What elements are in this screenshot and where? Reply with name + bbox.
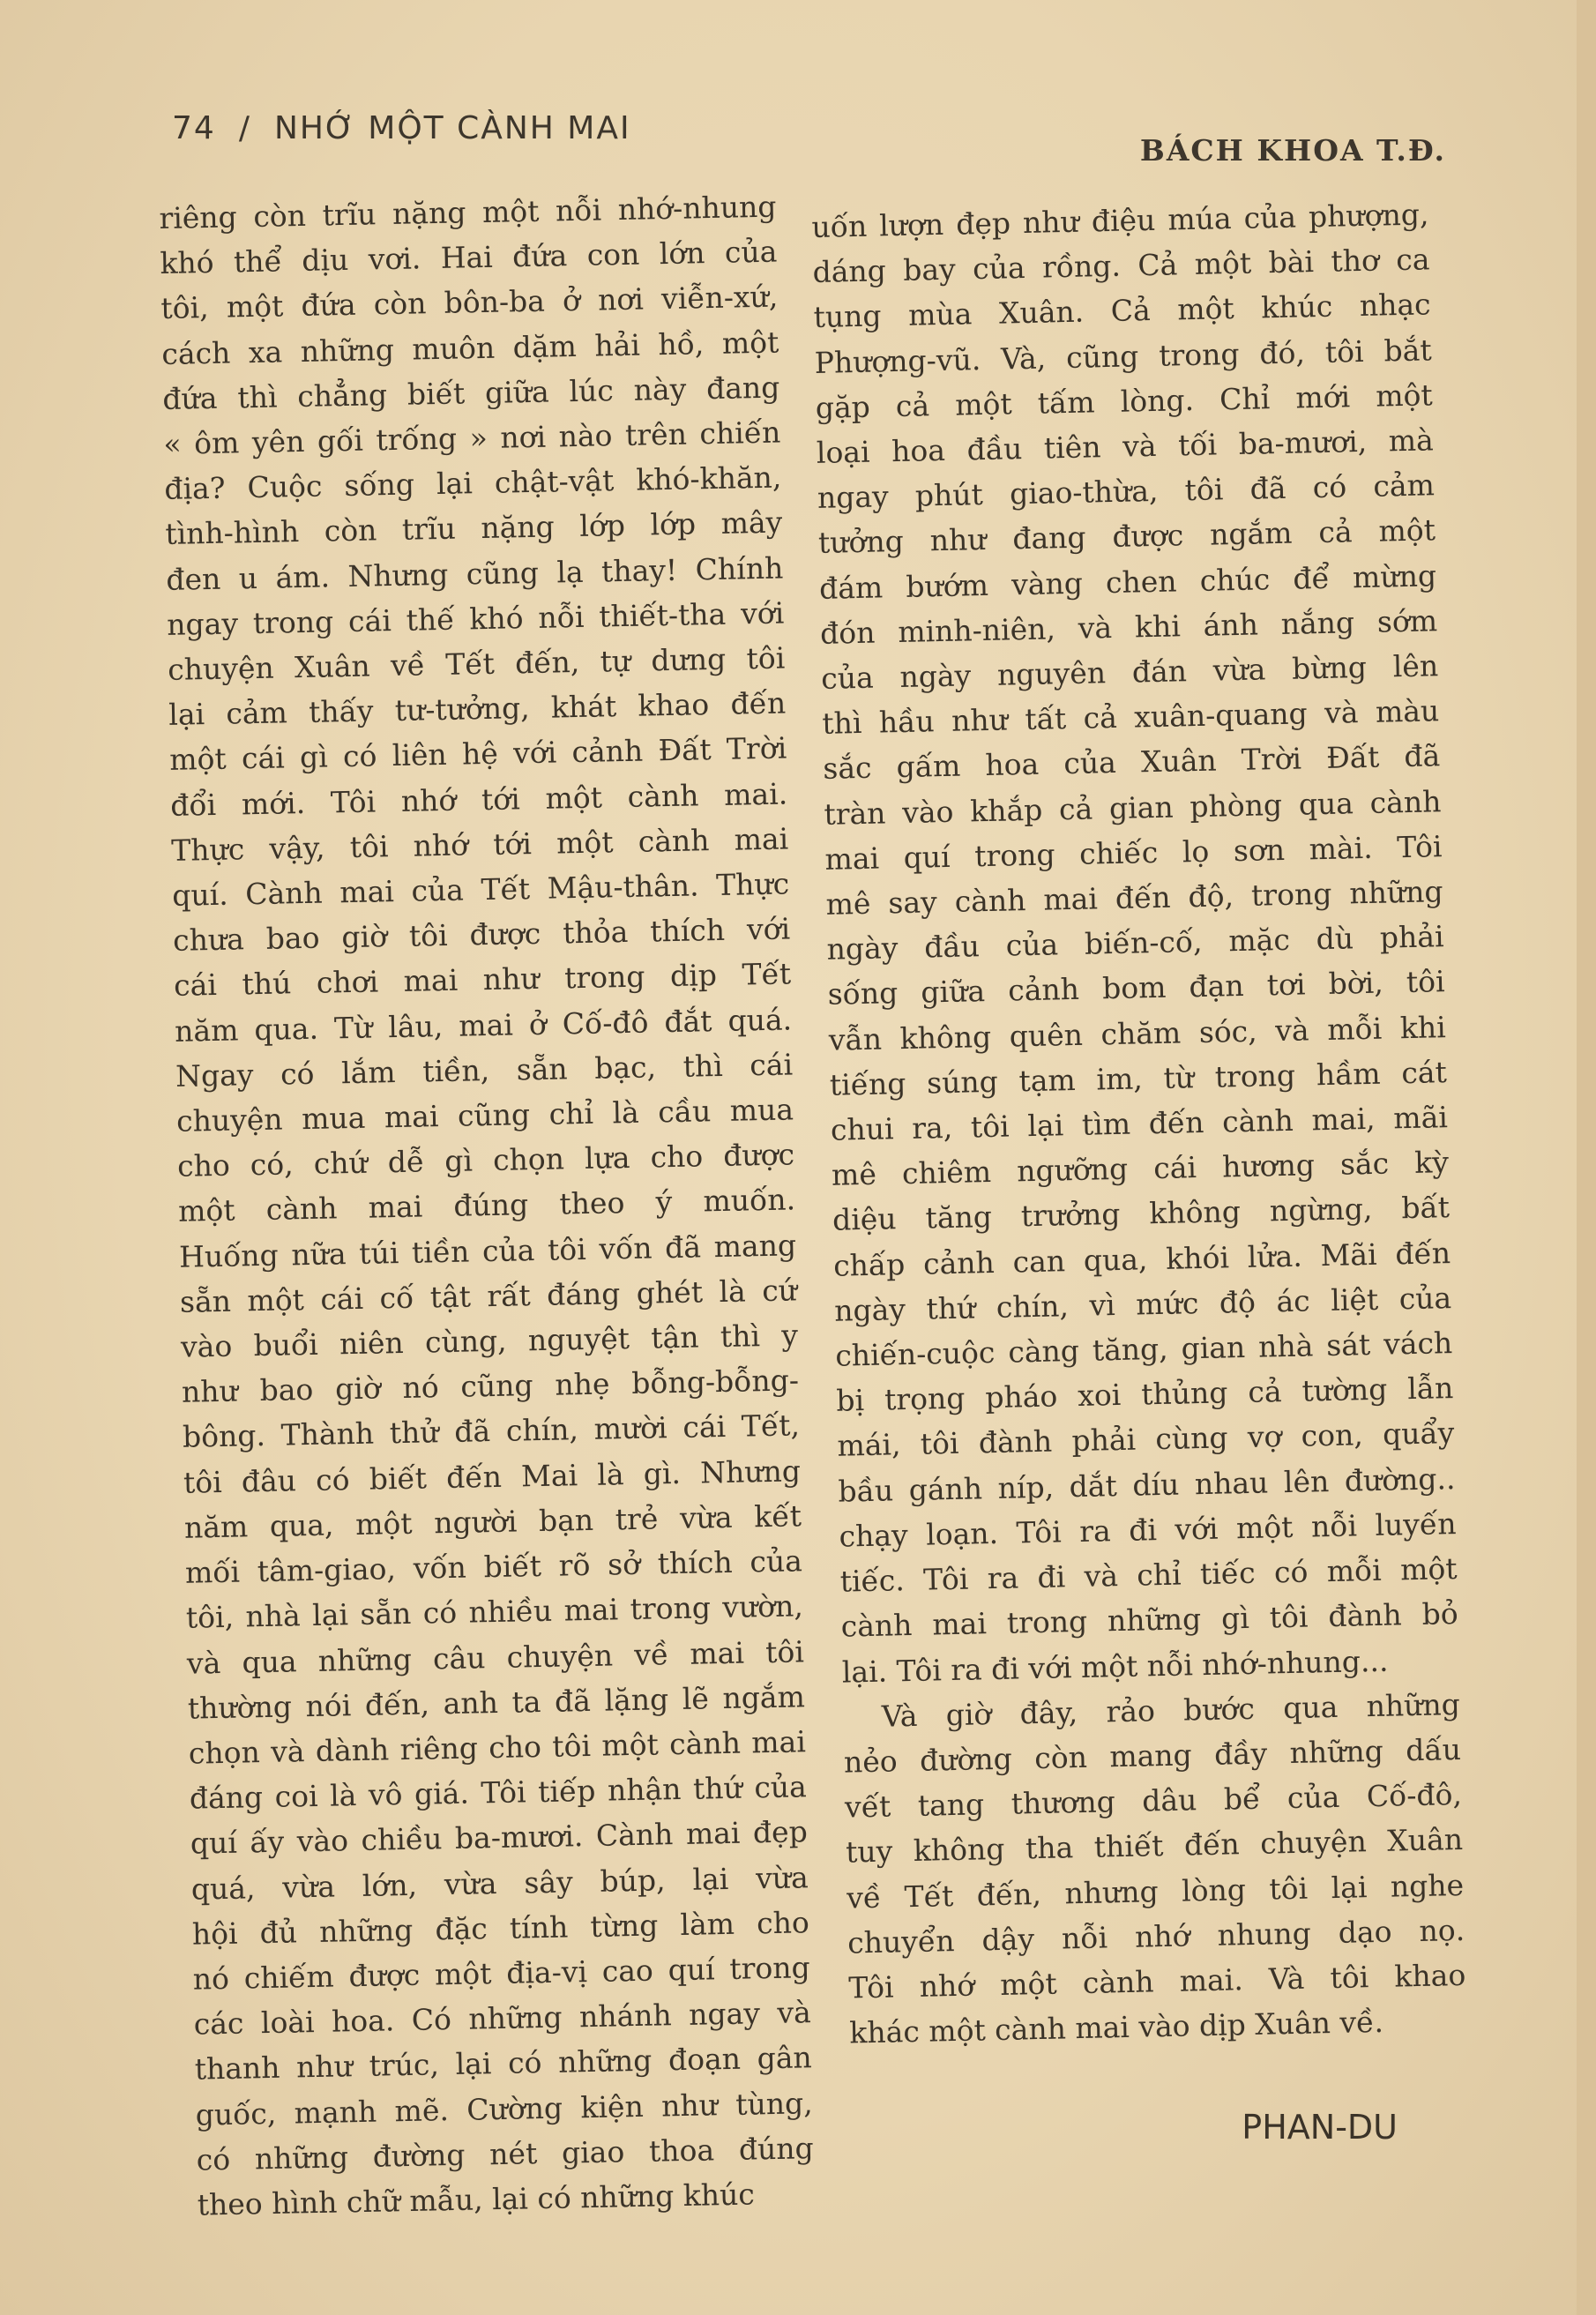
text-line: về Tết đến, nhưng lòng tôi lại nghe	[846, 1867, 1465, 1915]
text-line: ngày đầu của biến-cố, mặc dù phải	[826, 919, 1444, 967]
page-edge	[1577, 0, 1596, 2315]
text-line: đám bướm vàng chen chúc để mừng	[818, 557, 1437, 606]
text-line: một cành mai đúng theo ý muốn.	[177, 1182, 796, 1229]
text-column-right	[811, 191, 1467, 2056]
text-line: tràn vào khắp cả gian phòng qua cành	[824, 783, 1442, 832]
running-header	[172, 110, 1446, 172]
text-line: mối tâm-giao, vốn biết rõ sở thích của	[184, 1543, 803, 1590]
text-line: chiến-cuộc càng tăng, gian nhà sát vách	[834, 1326, 1453, 1373]
text-line: bầu gánh níp, dắt díu nhau lên đường..	[838, 1460, 1456, 1509]
text-line: mái, tôi đành phải cùng vợ con, quẩy	[837, 1415, 1455, 1464]
text-line: tình-hình còn trĩu nặng lớp lớp mây	[164, 504, 783, 552]
text-line: ngay trong cái thế khó nỗi thiết-tha với	[166, 595, 785, 642]
text-line: vết tang thương dâu bể của Cố-đô,	[844, 1777, 1463, 1825]
text-line: một cái gì có liên hệ với cảnh Đất Trời	[168, 730, 787, 778]
header-left	[172, 110, 631, 146]
text-line: quá, vừa lớn, vừa sây búp, lại vừa	[190, 1859, 809, 1907]
page-number: 74	[172, 110, 216, 146]
text-column-left	[159, 184, 815, 2228]
text-line: của ngày nguyên đán vừa bừng lên	[820, 648, 1439, 696]
text-line: quí. Cành mai của Tết Mậu-thân. Thực	[171, 866, 790, 913]
article-title: NHỚ MỘT CÀNH MAI	[273, 110, 631, 146]
text-line: Và giờ đây, rảo bước qua những	[881, 1686, 1461, 1734]
text-line: lại. Tôi ra đi với một nỗi nhớ-nhung...	[841, 1643, 1389, 1690]
text-line: nẻo đường còn mang đầy những dấu	[843, 1731, 1462, 1780]
text-line: tôi đâu có biết đến Mai là gì. Nhưng	[183, 1452, 802, 1500]
text-line: năm qua. Từ lâu, mai ở Cố-đô đắt quá.	[174, 1002, 793, 1049]
text-line: mê say cành mai đến độ, trong những	[825, 874, 1443, 922]
text-line: chuyển dậy nỗi nhớ nhung dạo nọ.	[846, 1912, 1465, 1960]
text-line: uốn lượn đẹp như điệu múa của phượng,	[811, 197, 1429, 244]
text-line: vào buổi niên cùng, nguyệt tận thì y	[180, 1318, 799, 1364]
text-line: khác một cành mai vào dịp Xuân về.	[849, 2004, 1384, 2050]
text-line: tôi, một đứa còn bôn-ba ở nơi viễn-xứ,	[160, 279, 779, 326]
text-line: các loài hoa. Có những nhánh ngay và	[193, 1995, 812, 2042]
text-line: địa? Cuộc sống lại chật-vật khó-khăn,	[164, 459, 782, 507]
text-line: chui ra, tôi lại tìm đến cành mai, mãi	[830, 1100, 1449, 1147]
text-line: mê chiêm ngưỡng cái hương sắc kỳ	[831, 1145, 1450, 1193]
text-line: cách xa những muôn dặm hải hồ, một	[161, 325, 779, 371]
text-line: tiếc. Tôi ra đi và chỉ tiếc có mỗi một	[839, 1551, 1458, 1599]
text-line: tiếng súng tạm im, từ trong hầm cát	[829, 1054, 1448, 1102]
text-line: loại hoa đầu tiên và tối ba-mươi, mà	[816, 422, 1435, 470]
text-line: thường nói đến, anh ta đã lặng lẽ ngắm	[187, 1678, 806, 1726]
text-line: chạy loạn. Tôi ra đi với một nỗi luyến	[839, 1505, 1457, 1554]
text-line: Huống nữa túi tiền của tôi vốn đã mang	[178, 1228, 797, 1274]
text-line: năm qua, một người bạn trẻ vừa kết	[183, 1498, 802, 1545]
text-line: nó chiếm được một địa-vị cao quí trong	[192, 1950, 811, 1997]
text-line: cho có, chứ dễ gì chọn lựa cho được	[176, 1137, 795, 1184]
text-line: đáng coi là vô giá. Tôi tiếp nhận thứ của	[189, 1769, 808, 1816]
text-line: sắc gấm hoa của Xuân Trời Đất đã	[822, 738, 1441, 787]
text-line: sẵn một cái cố tật rất đáng ghét là cứ	[179, 1273, 798, 1319]
text-line: Ngay có lắm tiền, sẵn bạc, thì cái	[175, 1047, 794, 1094]
text-line: tôi, nhà lại sẵn có nhiều mai trong vườn,	[185, 1588, 804, 1635]
text-line: có những đường nét giao thoa đúng	[196, 2130, 815, 2177]
text-line: lại cảm thấy tư-tưởng, khát khao đến	[168, 685, 787, 733]
text-line: hội đủ những đặc tính từng làm cho	[191, 1904, 810, 1952]
text-line: bị trọng pháo xoi thủng cả tường lẫn	[836, 1370, 1454, 1418]
text-line: thì hầu như tất cả xuân-quang và màu	[821, 693, 1440, 742]
text-line: « ôm yên gối trống » nơi nào trên chiến	[163, 414, 781, 461]
text-line: vẫn không quên chăm sóc, và mỗi khi	[828, 1009, 1447, 1057]
text-line: chấp cảnh can qua, khói lửa. Mãi đến	[832, 1235, 1451, 1283]
text-line: ngày thứ chín, vì mức độ ác liệt của	[833, 1280, 1452, 1328]
text-line: sống giữa cảnh bom đạn tơi bời, tôi	[827, 964, 1446, 1012]
text-line: tụng mùa Xuân. Cả một khúc nhạc	[813, 287, 1431, 335]
text-line: Thực vậy, tôi nhớ tới một cành mai	[170, 821, 789, 868]
text-line: cành mai trong những gì tôi đành bỏ	[840, 1596, 1459, 1644]
text-line: khó thể dịu vơi. Hai đứa con lớn của	[160, 234, 778, 281]
text-line: và qua những câu chuyện về mai tôi	[186, 1633, 805, 1681]
text-line: như bao giờ nó cũng nhẹ bỗng-bỗng-	[181, 1363, 800, 1410]
text-line: ngay phút giao-thừa, tôi đã có cảm	[817, 467, 1436, 516]
text-line: tuy không tha thiết đến chuyện Xuân	[845, 1822, 1464, 1870]
text-line: chưa bao giờ tôi được thỏa thích với	[172, 911, 791, 959]
header-separator: /	[238, 110, 251, 146]
text-line: guốc, mạnh mẽ. Cường kiện như tùng,	[195, 2085, 814, 2132]
text-line: gặp cả một tấm lòng. Chỉ mới một	[815, 377, 1434, 425]
text-line: mai quí trong chiếc lọ sơn mài. Tôi	[824, 829, 1443, 877]
text-line: bông. Thành thử đã chín, mười cái Tết,	[182, 1408, 801, 1455]
text-line: dáng bay của rồng. Cả một bài thơ ca	[812, 242, 1430, 290]
text-line: riêng còn trĩu nặng một nỗi nhớ-nhung	[159, 189, 777, 235]
text-line: Phượng-vũ. Và, cũng trong đó, tôi bắt	[814, 332, 1433, 380]
text-line: diệu tăng trưởng không ngừng, bất	[832, 1190, 1451, 1238]
author-signature: PHAN-DU	[1242, 2108, 1398, 2147]
text-line: tưởng như đang được ngắm cả một	[817, 512, 1436, 561]
text-line: đứa thì chẳng biết giữa lúc này đang	[162, 370, 780, 416]
text-line: cái thú chơi mai như trong dịp Tết	[173, 956, 792, 1004]
publication-name: BÁCH KHOA T.Đ.	[1139, 133, 1446, 168]
text-line: quí ấy vào chiều ba-mươi. Cành mai đẹp	[190, 1814, 809, 1861]
text-line: Tôi nhớ một cành mai. Và tôi khao	[847, 1957, 1466, 2005]
text-line: đổi mới. Tôi nhớ tới một cành mai.	[169, 776, 788, 823]
text-line: thanh như trúc, lại có những đoạn gân	[194, 2040, 813, 2087]
text-line: chuyện Xuân về Tết đến, tự dưng tôi	[167, 640, 786, 687]
text-line: theo hình chữ mẫu, lại có những khúc	[197, 2177, 756, 2222]
text-line: đón minh-niên, và khi ánh nắng sớm	[819, 603, 1438, 651]
text-line: chọn và dành riêng cho tôi một cành mai	[188, 1724, 807, 1771]
text-line: chuyện mua mai cũng chỉ là cầu mua	[175, 1092, 794, 1139]
text-line: đen u ám. Nhưng cũng lạ thay! Chính	[165, 550, 784, 597]
